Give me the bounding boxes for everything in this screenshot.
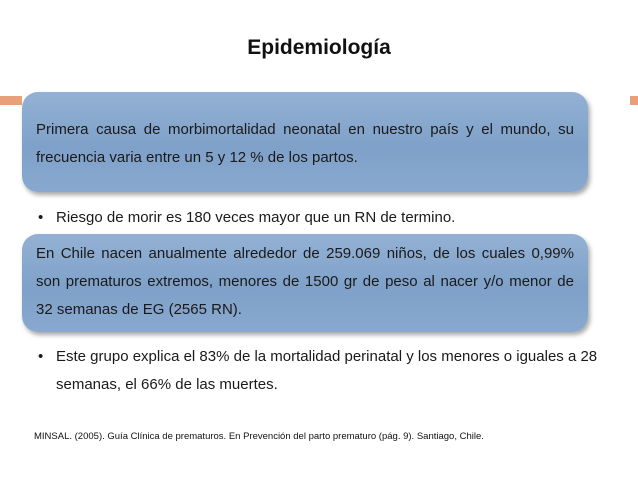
bullet-icon: • — [38, 348, 44, 365]
box-incidence-text: Primera causa de morbimortalidad neonatal en nuestro país y el mundo, su frecuencia varia entre un 5 y 12 % de los partos. — [36, 121, 574, 166]
bullet-icon: • — [38, 209, 44, 226]
reference-citation: MINSAL. (2005). Guía Clínica de prematuros. En Prevención del parto prematuro (pág. 9). Santiago, Chile. — [34, 431, 484, 442]
accent-bar-left — [0, 96, 22, 105]
highlight-box-chile — [22, 234, 588, 332]
accent-bar-right — [630, 96, 638, 105]
bullet-item-mortality — [38, 343, 598, 399]
slide-title: Epidemiología — [247, 36, 391, 59]
highlight-box-incidence — [22, 92, 588, 192]
bullet-mortality-text: Este grupo explica el 83% de la mortalidad perinatal y los menores o iguales a 28 semanas, el 66% de las muertes. — [56, 348, 598, 393]
bullet-risk-text: Riesgo de morir es 180 veces mayor que un RN de termino. — [56, 209, 456, 226]
bullet-item-risk — [38, 204, 598, 232]
box-chile-text: En Chile nacen anualmente alrededor de 259.069 niños, de los cuales 0,99% son prematuros extremos, menores de 1500 gr de peso al nacer y/o menor de 32 semanas de EG (2565 RN). — [36, 245, 574, 318]
